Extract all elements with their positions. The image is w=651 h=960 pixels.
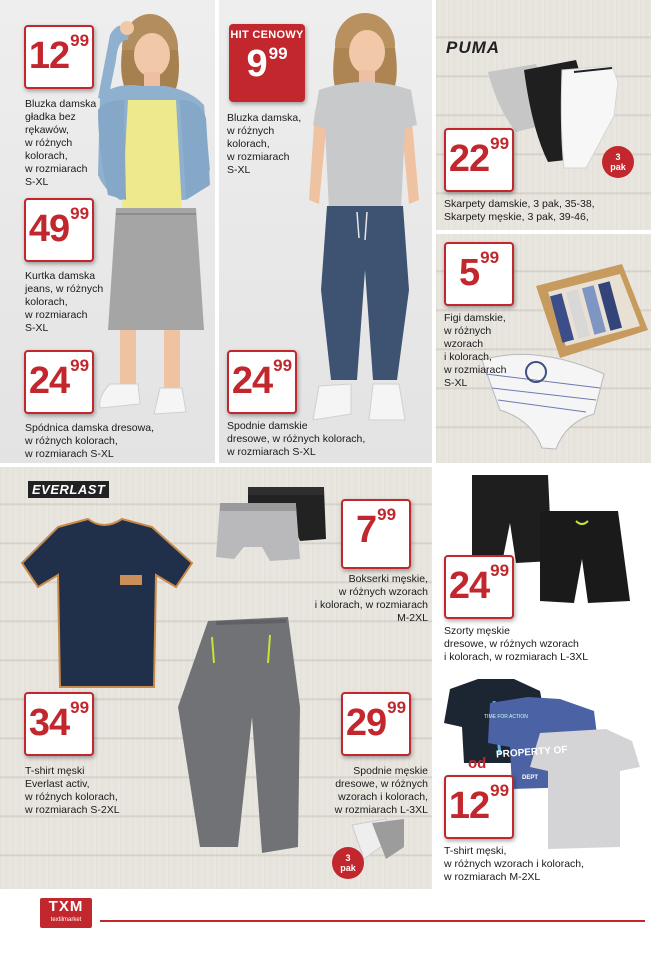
desc-socks: Skarpety damskie, 3 pak, 35-38, Skarpety męskie, 3 pak, 39-46, xyxy=(444,198,595,223)
price-integer: 24 xyxy=(448,565,490,607)
price-tag-socks xyxy=(444,128,514,192)
price-integer: 12 xyxy=(28,35,70,77)
desc-panties: Figi damskie, w różnych wzorach i kolorach, w rozmiarach S-XL xyxy=(444,312,507,389)
everlast-logo: EVERLAST xyxy=(28,481,109,498)
puma-logo: PUMA xyxy=(446,38,501,57)
price-decimal: 99 xyxy=(387,698,407,717)
price-tag-panties xyxy=(444,242,514,306)
price-tag-jacket xyxy=(24,198,94,262)
desc-tshirt-men: T-shirt męski, w różnych wzorach i kolorach, w rozmiarach M-2XL xyxy=(444,845,585,883)
price-tag-everlast xyxy=(24,692,94,756)
desc-everlast: T-shirt męski Everlast activ, w różnych kolorach, w rozmiarach S-2XL xyxy=(25,765,120,816)
price-tag-tshirt-men xyxy=(444,775,514,839)
desc-skirt: Spódnica damska dresowa, w różnych kolorach, w rozmiarach S-XL xyxy=(25,422,154,460)
price-integer: 5 xyxy=(458,252,480,294)
footer-divider xyxy=(100,920,645,922)
logo-text: TXM xyxy=(48,898,84,915)
price-decimal: 99 xyxy=(70,698,90,717)
price-integer: 49 xyxy=(28,208,70,250)
price-decimal: 99 xyxy=(480,248,500,267)
price-decimal: 99 xyxy=(70,356,90,375)
desc-blouse-2: Bluzka damska, w różnych kolorach, w rozmiarach S-XL xyxy=(227,112,302,176)
price-decimal: 99 xyxy=(268,44,288,63)
hit-price-badge xyxy=(229,24,305,102)
price-integer: 9 xyxy=(246,43,268,85)
desc-pants-women: Spodnie damskie dresowe, w różnych kolorach, w rozmiarach S-XL xyxy=(227,420,366,458)
desc-shorts: Szorty męskie dresowe, w różnych wzorach i kolorach, w rozmiarach L-3XL xyxy=(444,625,589,663)
panel-panties xyxy=(436,234,651,463)
price-decimal: 99 xyxy=(490,561,510,580)
shirt-text-3: DEPT xyxy=(522,775,539,781)
price-decimal: 99 xyxy=(490,134,510,153)
logo-subtext: textilmarket xyxy=(50,917,82,923)
pack-badge-socks: 3 pak xyxy=(602,146,634,178)
desc-pants-men: Spodnie męskie dresowe, w różnych wzorach i kolorach, w rozmiarach L-3XL xyxy=(334,765,428,816)
price-tag-blouse xyxy=(24,25,94,89)
price-tag-pants-women xyxy=(227,350,297,414)
hit-label: HIT CENOWY xyxy=(230,29,304,41)
txm-logo xyxy=(40,898,92,928)
price-integer: 24 xyxy=(28,360,70,402)
price-integer: 34 xyxy=(28,702,70,744)
price-integer: 29 xyxy=(345,702,387,744)
pack-badge-socks-men: 3 pak xyxy=(332,847,364,879)
price-tag-shorts xyxy=(444,555,514,619)
hit-price xyxy=(229,41,305,87)
price-integer: 24 xyxy=(231,360,273,402)
price-tag-pants-men xyxy=(341,692,411,756)
panel-men-everlast xyxy=(0,467,432,889)
panel-socks xyxy=(436,0,651,230)
price-tag-skirt xyxy=(24,350,94,414)
socks-image xyxy=(436,0,651,230)
price-decimal: 99 xyxy=(377,505,397,524)
price-integer: 22 xyxy=(448,138,490,180)
price-from-label: od xyxy=(468,755,487,772)
price-decimal: 99 xyxy=(70,31,90,50)
price-integer: 7 xyxy=(355,509,377,551)
shirt-text-1: TIME FOR ACTION xyxy=(484,714,528,720)
desc-blouse: Bluzka damska gładka bez rękawów, w różnych kolorach, w rozmiarach S-XL xyxy=(25,98,97,188)
price-tag-boxers xyxy=(341,499,411,569)
price-decimal: 99 xyxy=(70,204,90,223)
price-integer: 12 xyxy=(448,785,490,827)
price-decimal: 99 xyxy=(490,781,510,800)
desc-jacket: Kurtka damska jeans, w różnych kolorach, w rozmiarach S-XL xyxy=(25,270,104,334)
panel-men-shorts xyxy=(436,467,651,889)
shirt-text-2: PROPERTY OF xyxy=(495,744,568,761)
desc-boxers: Bokserki męskie, w różnych wzorach i kolorach, w rozmiarach M-2XL xyxy=(314,573,428,624)
panel-women-pants xyxy=(219,0,432,463)
price-decimal: 99 xyxy=(273,356,293,375)
panel-women-blouse xyxy=(0,0,215,463)
